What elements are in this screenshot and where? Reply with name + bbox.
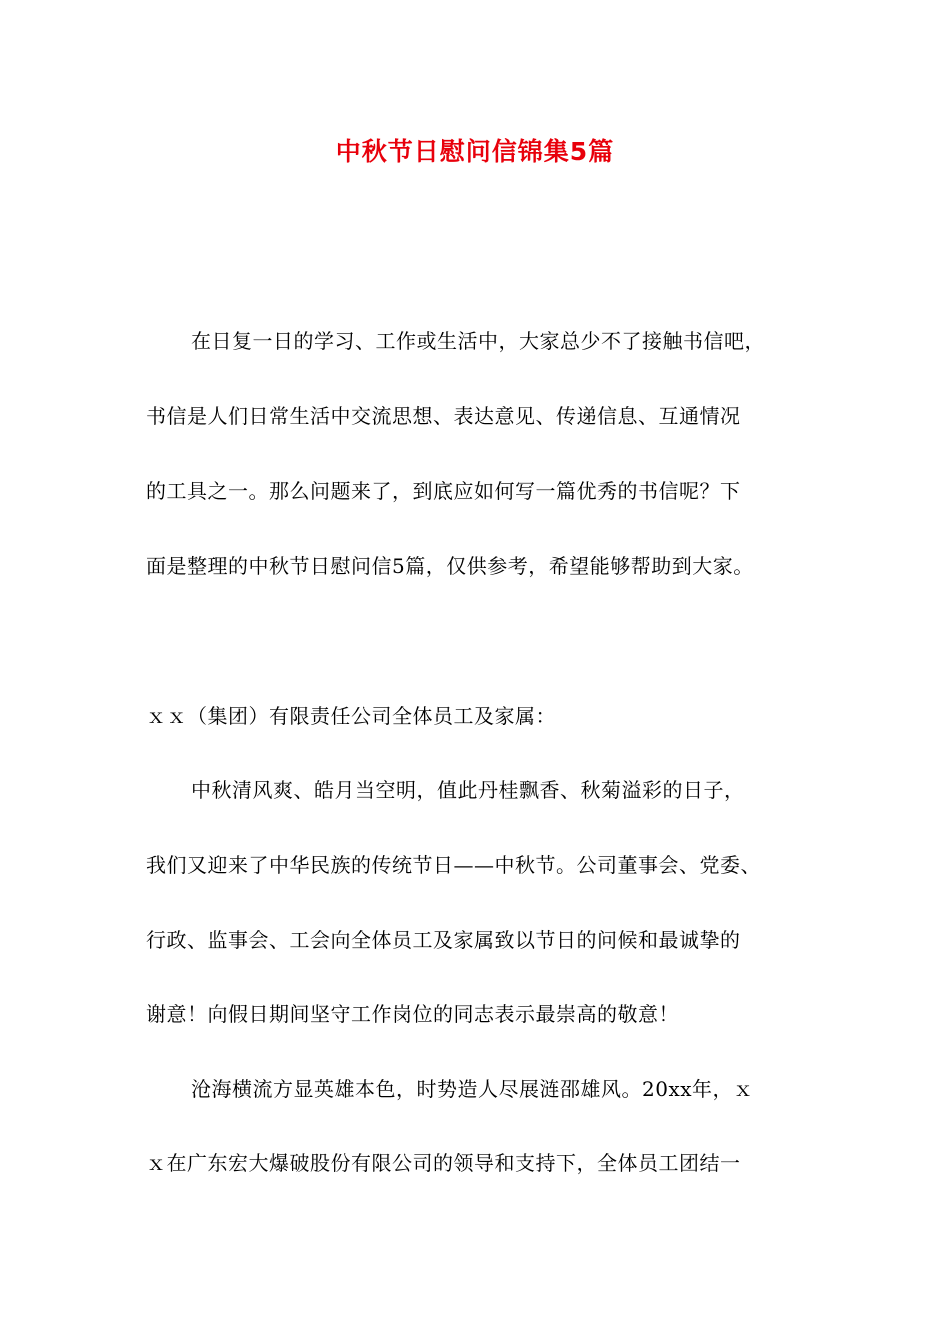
intro-line-2: 书信是人们日常生活中交流思想、表达意见、传递信息、互通情况 [146, 404, 741, 428]
paragraph1-line-4: 谢意！向假日期间坚守工作岗位的同志表示最崇高的敬意！ [146, 1002, 679, 1026]
document-title: 中秋节日慰问信锦集5篇 [335, 137, 615, 166]
intro-line-3: 的工具之一。那么问题来了，到底应如何写一篇优秀的书信呢？下 [146, 479, 741, 503]
paragraph2-line-1: 沧海横流方显英雄本色，时势造人尽展涟邵雄风。20xx年，ｘ [191, 1077, 754, 1101]
intro-line-1: 在日复一日的学习、工作或生活中，大家总少不了接触书信吧， [191, 329, 765, 353]
paragraph2-line-2: ｘ在广东宏大爆破股份有限公司的领导和支持下，全体员工团结一 [146, 1151, 741, 1175]
paragraph1-line-2: 我们又迎来了中华民族的传统节日——中秋节。公司董事会、党委、 [146, 853, 761, 877]
letter-salutation: ｘｘ（集团）有限责任公司全体员工及家属： [146, 704, 556, 728]
paragraph1-line-1: 中秋清风爽、皓月当空明，值此丹桂飘香、秋菊溢彩的日子， [191, 778, 745, 802]
intro-line-4: 面是整理的中秋节日慰问信5篇，仅供参考，希望能够帮助到大家。 [146, 554, 754, 578]
paragraph1-line-3: 行政、监事会、工会向全体员工及家属致以节日的问候和最诚挚的 [146, 928, 741, 952]
